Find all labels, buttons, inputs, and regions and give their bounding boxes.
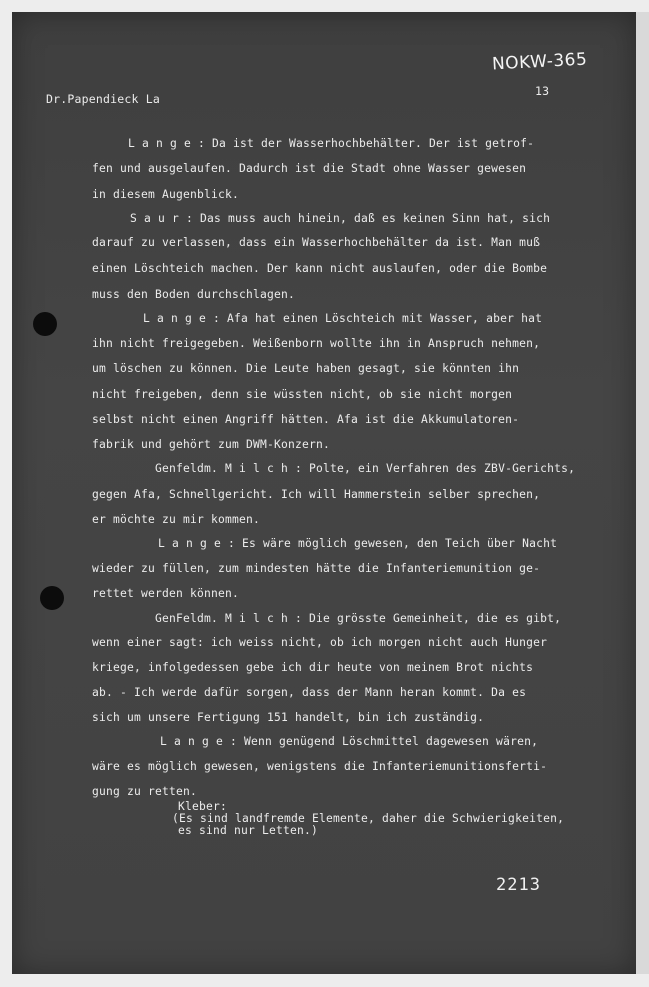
text-line: kriege, infolgedessen gebe ich dir heute von meinem Brot nichts bbox=[92, 661, 534, 674]
text-line: einen Löschteich machen. Der kann nicht auslaufen, oder die Bombe bbox=[92, 262, 548, 275]
punch-hole-bottom bbox=[40, 586, 64, 610]
text-line: gegen Afa, Schnellgericht. Ich will Hammerstein selber sprechen, bbox=[92, 488, 541, 501]
text-line: er möchte zu mir kommen. bbox=[92, 513, 261, 526]
text-line: in diesem Augenblick. bbox=[92, 188, 240, 201]
punch-hole-top bbox=[33, 312, 57, 336]
text-line: fabrik und gehört zum DWM-Konzern. bbox=[92, 438, 331, 451]
text-line: sich um unsere Fertigung 151 handelt, bin ich zuständig. bbox=[92, 711, 485, 724]
archive-stamp: NOKW-365 bbox=[491, 49, 588, 75]
page-edge bbox=[636, 12, 649, 974]
text-line: ihn nicht freigegeben. Weißenborn wollte ihn in Anspruch nehmen, bbox=[92, 337, 541, 350]
header-author: Dr.Papendieck La bbox=[46, 92, 160, 106]
text-line: Kleber: bbox=[178, 800, 228, 813]
text-line: rettet werden können. bbox=[92, 587, 240, 600]
text-line: selbst nicht einen Angriff hätten. Afa ist die Akkumulatoren- bbox=[92, 413, 520, 426]
text-line: muss den Boden durchschlagen. bbox=[92, 288, 296, 301]
text-line: gung zu retten. bbox=[92, 785, 198, 798]
text-line: GenFeldm. M i l c h : Die grösste Gemeinheit, die es gibt, bbox=[155, 612, 562, 625]
text-line: fen und ausgelaufen. Dadurch ist die Stadt ohne Wasser gewesen bbox=[92, 162, 527, 175]
text-line: Genfeldm. M i l c h : Polte, ein Verfahren des ZBV-Gerichts, bbox=[155, 462, 576, 475]
text-line: ab. - Ich werde dafür sorgen, dass der Mann heran kommt. Da es bbox=[92, 686, 527, 699]
text-line: wenn einer sagt: ich weiss nicht, ob ich morgen nicht auch Hunger bbox=[92, 636, 548, 649]
document-number: 2213 bbox=[496, 875, 541, 895]
text-line: wieder zu füllen, zum mindesten hätte die Infanteriemunition ge- bbox=[92, 562, 541, 575]
text-line: darauf zu verlassen, dass ein Wasserhochbehälter da ist. Man muß bbox=[92, 236, 541, 249]
text-line: L a n g e : Da ist der Wasserhochbehälter. Der ist getrof- bbox=[128, 137, 535, 150]
text-line: L a n g e : Wenn genügend Löschmittel dagewesen wären, bbox=[160, 735, 539, 748]
text-line: um löschen zu können. Die Leute haben gesagt, sie könnten ihn bbox=[92, 362, 520, 375]
text-line: (Es sind landfremde Elemente, daher die Schwierigkeiten, bbox=[172, 812, 565, 825]
text-line: S a u r : Das muss auch hinein, daß es keinen Sinn hat, sich bbox=[130, 212, 551, 225]
text-line: L a n g e : Es wäre möglich gewesen, den Teich über Nacht bbox=[158, 537, 558, 550]
page-number: 13 bbox=[535, 84, 550, 98]
text-line: wäre es möglich gewesen, wenigstens die Infanteriemunitionsferti- bbox=[92, 760, 548, 773]
text-line: nicht freigeben, denn sie wüssten nicht, ob sie nicht morgen bbox=[92, 388, 513, 401]
text-line: L a n g e : Afa hat einen Löschteich mit Wasser, aber hat bbox=[143, 312, 543, 325]
text-line: es sind nur Letten.) bbox=[178, 824, 319, 837]
